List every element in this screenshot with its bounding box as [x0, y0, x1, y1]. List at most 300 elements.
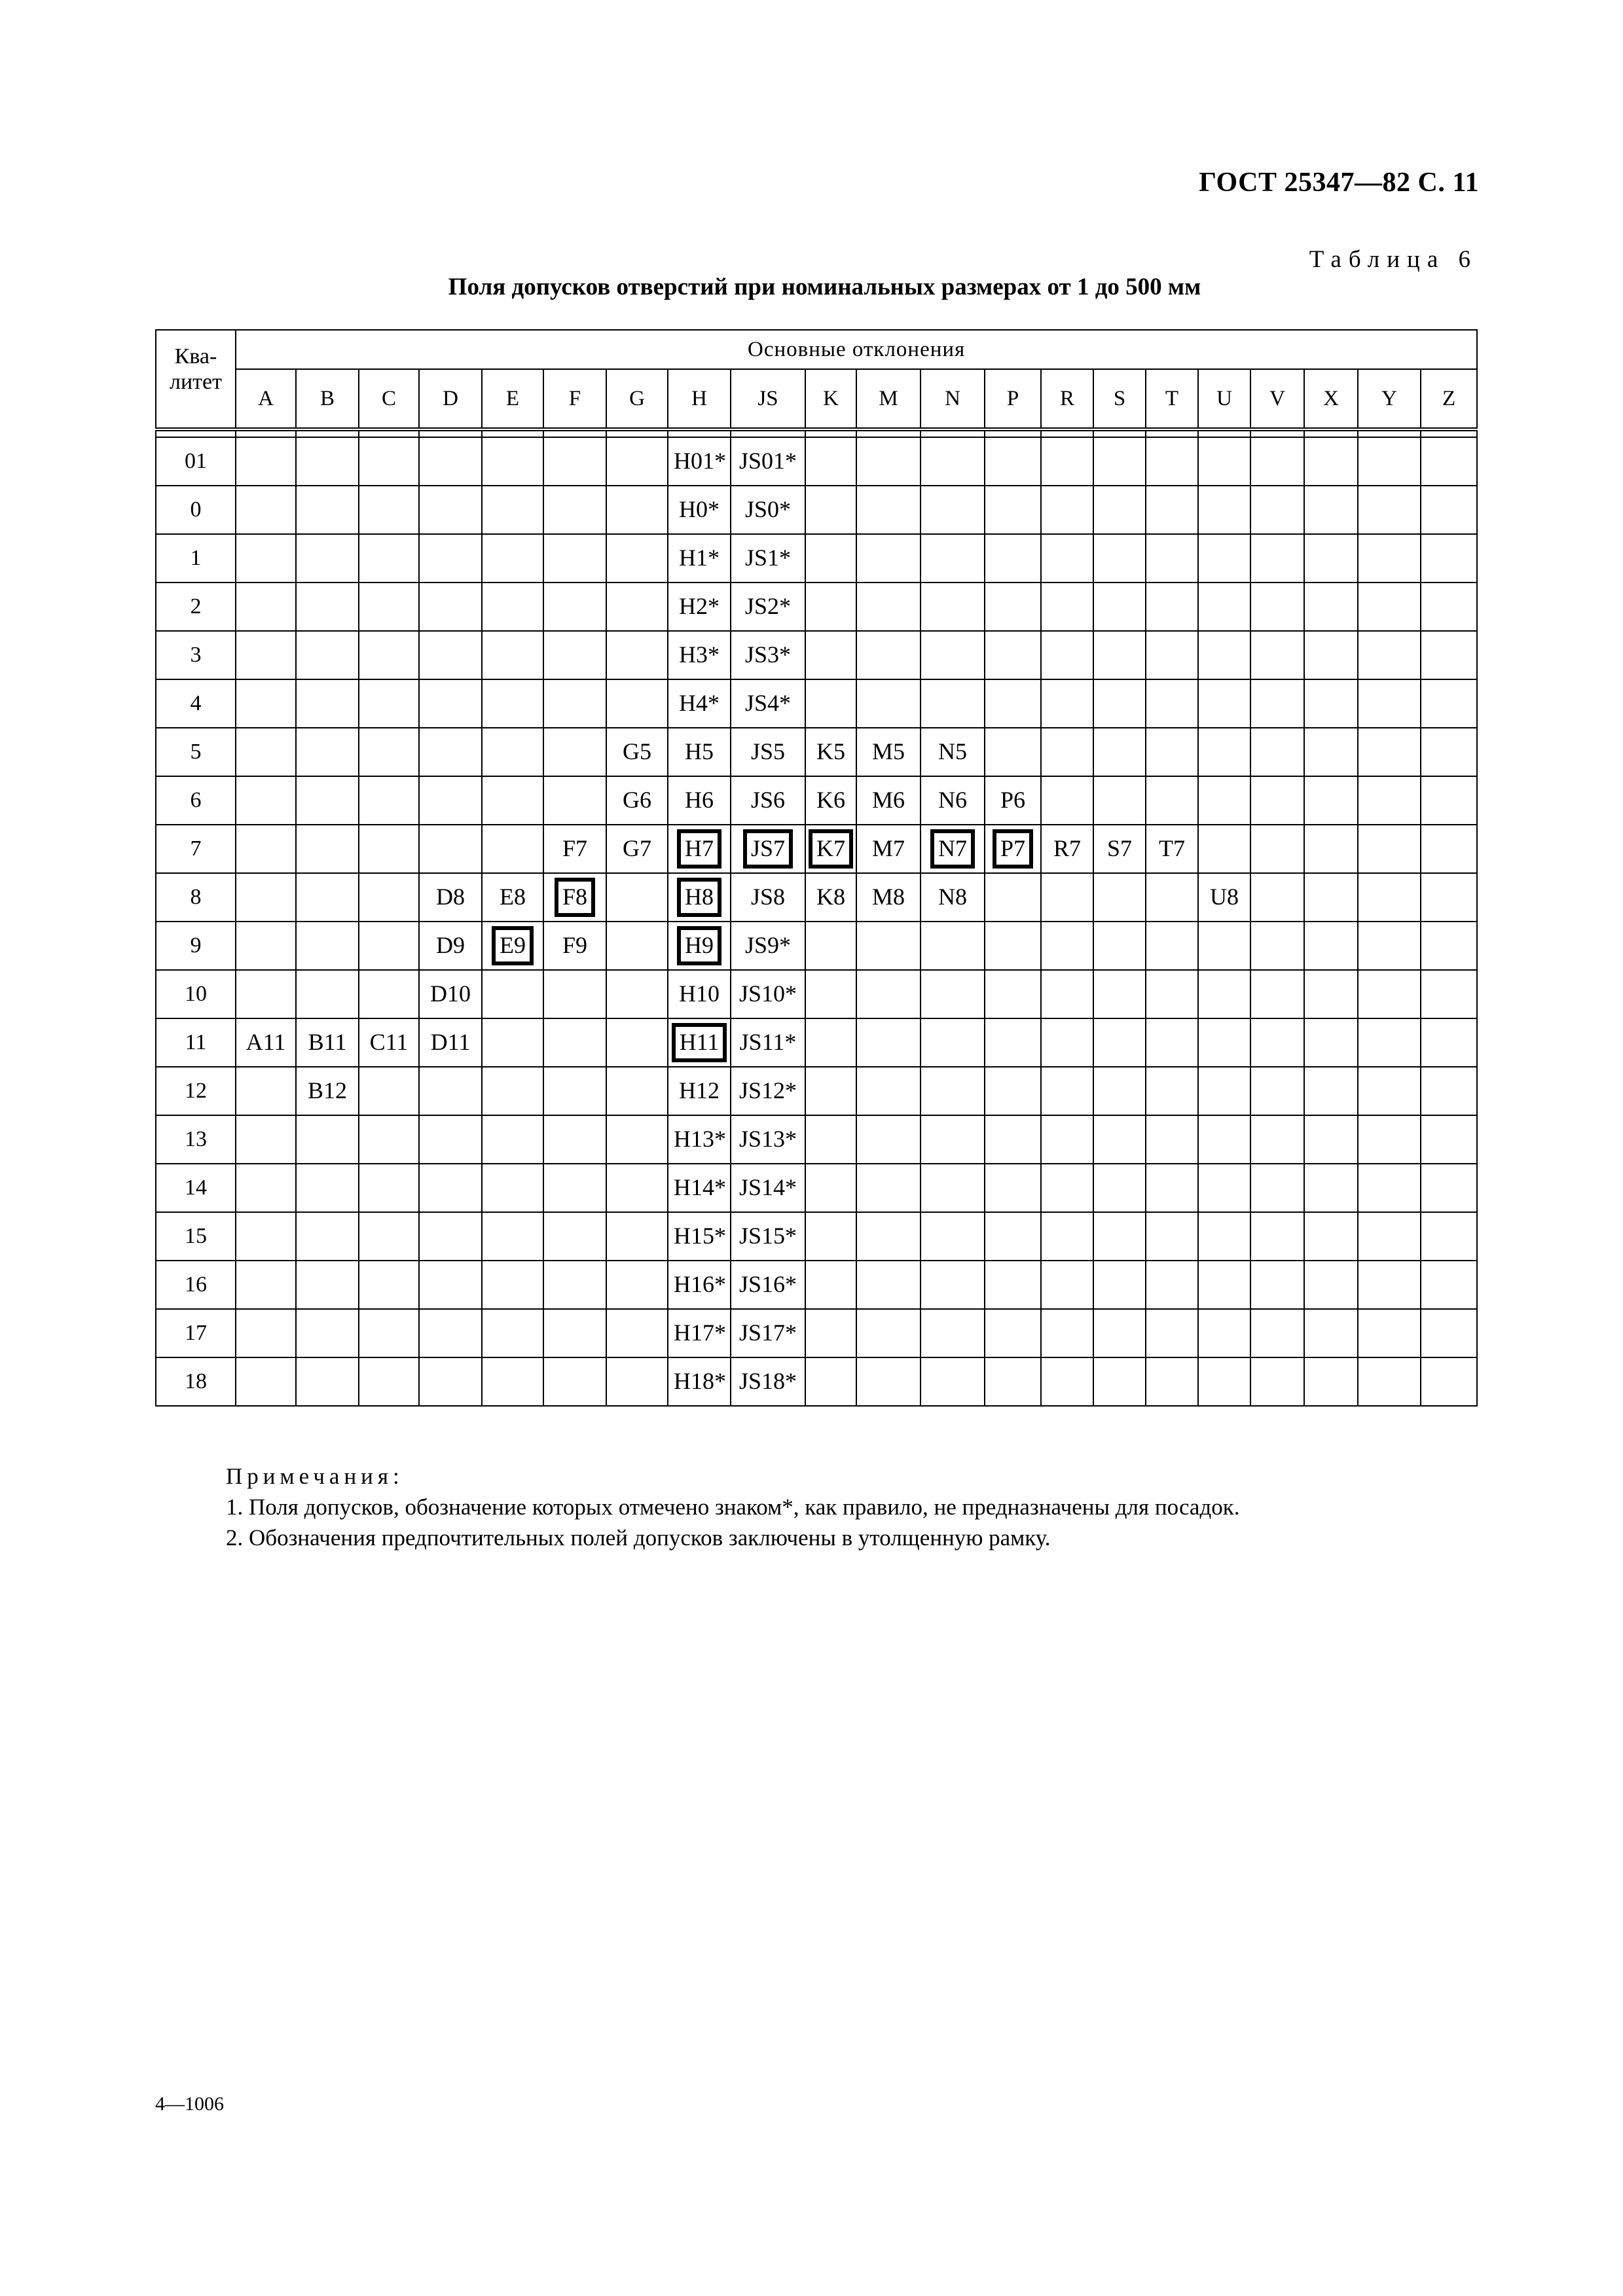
- table-cell: [731, 1018, 805, 1067]
- table-cell: [296, 728, 359, 776]
- tolerance-field: JS9*: [744, 932, 792, 959]
- table-cell: [236, 776, 296, 825]
- table-cell: [296, 873, 359, 922]
- table-cell: [1421, 631, 1477, 679]
- table-cell: [668, 873, 731, 922]
- table-cell: [1146, 922, 1198, 970]
- quality-cell: 6: [156, 776, 236, 825]
- quality-cell: 12: [156, 1067, 236, 1115]
- tolerance-field: JS10*: [739, 980, 797, 1007]
- table-cell: [1041, 534, 1093, 583]
- table-cell: [985, 534, 1041, 583]
- tolerance-field: H3*: [679, 641, 720, 668]
- table-cell: [1358, 437, 1421, 486]
- table-cell: [921, 1018, 985, 1067]
- column-header-b: B: [296, 369, 359, 429]
- table-cell: [1093, 631, 1146, 679]
- table-cell: [668, 1357, 731, 1406]
- table-cell: [1358, 1309, 1421, 1357]
- table-cell: [543, 1261, 606, 1309]
- table-cell: [1304, 1115, 1358, 1164]
- table-cell: [856, 1261, 921, 1309]
- table-cell: [1421, 825, 1477, 873]
- table-cell: [805, 1357, 856, 1406]
- column-header-y: Y: [1358, 369, 1421, 429]
- table-cell: [482, 583, 543, 631]
- table-cell: [236, 970, 296, 1018]
- table-row: [156, 534, 1477, 583]
- table-cell: [921, 776, 985, 825]
- table-cell: [419, 534, 482, 583]
- quality-cell: 10: [156, 970, 236, 1018]
- table-cell: [359, 873, 419, 922]
- table-cell: [1093, 922, 1146, 970]
- table-cell: [359, 1067, 419, 1115]
- table-row: [156, 486, 1477, 534]
- footer-code: 4—1006: [155, 2093, 224, 2115]
- table-cell: [419, 1261, 482, 1309]
- table-cell: [1198, 583, 1250, 631]
- tolerance-field: JS1*: [744, 545, 792, 571]
- table-cell: [856, 1067, 921, 1115]
- table-cell: [1146, 1309, 1198, 1357]
- preferred-tolerance-field: H11: [672, 1023, 727, 1062]
- table-cell: [606, 970, 668, 1018]
- table-cell: [359, 631, 419, 679]
- table-cell: [985, 1261, 1041, 1309]
- table-cell: [805, 437, 856, 486]
- table-cell: [1358, 1018, 1421, 1067]
- table-cell: [1041, 1309, 1093, 1357]
- tolerance-field: H0*: [679, 496, 720, 523]
- table-cell: [668, 1212, 731, 1261]
- table-cell: [1093, 1115, 1146, 1164]
- table-cell: [1041, 1357, 1093, 1406]
- table-cell: [985, 922, 1041, 970]
- table-cell: [296, 679, 359, 728]
- table-cell: [1250, 728, 1304, 776]
- table-cell: [419, 728, 482, 776]
- table-cell: [921, 1067, 985, 1115]
- table-cell: [921, 583, 985, 631]
- table-cell: [1146, 728, 1198, 776]
- table-row: [156, 776, 1477, 825]
- table-cell: [668, 1309, 731, 1357]
- table-cell: [1304, 873, 1358, 922]
- table-cell: [1304, 728, 1358, 776]
- table-cell: [1146, 1212, 1198, 1261]
- table-cell: [985, 1212, 1041, 1261]
- table-cell: [296, 631, 359, 679]
- table-cell: [236, 1067, 296, 1115]
- table-cell: [856, 583, 921, 631]
- table-cell: [668, 631, 731, 679]
- table-cell: [236, 679, 296, 728]
- table-cell: [606, 922, 668, 970]
- table-cell: [1421, 970, 1477, 1018]
- tolerance-field: JS17*: [739, 1319, 797, 1346]
- table-cell: [1041, 922, 1093, 970]
- table-row: [156, 970, 1477, 1018]
- quality-cell: 4: [156, 679, 236, 728]
- table-cell: [543, 1309, 606, 1357]
- table-cell: [805, 970, 856, 1018]
- table-cell: [1093, 1212, 1146, 1261]
- quality-cell: 17: [156, 1309, 236, 1357]
- table-cell: [1250, 534, 1304, 583]
- table-cell: [1041, 1164, 1093, 1212]
- table-cell: [482, 728, 543, 776]
- table-cell: [1358, 825, 1421, 873]
- table-cell: [1358, 728, 1421, 776]
- table-cell: [1421, 1309, 1477, 1357]
- table-cell: [482, 873, 543, 922]
- table-cell: [1250, 922, 1304, 970]
- column-header-h: H: [668, 369, 731, 429]
- tolerance-field: JS3*: [744, 641, 792, 668]
- tolerance-field: E8: [500, 884, 526, 910]
- table-cell: [921, 1309, 985, 1357]
- table-cell: [1304, 679, 1358, 728]
- table-cell: [543, 1067, 606, 1115]
- table-cell: [1358, 1067, 1421, 1115]
- quality-cell: 11: [156, 1018, 236, 1067]
- table-cell: [296, 776, 359, 825]
- table-cell: [419, 583, 482, 631]
- table-cell: [1093, 437, 1146, 486]
- table-cell: [359, 970, 419, 1018]
- table-cell: [668, 825, 731, 873]
- table-cell: [1421, 1164, 1477, 1212]
- table-cell: [419, 825, 482, 873]
- table-cell: [482, 437, 543, 486]
- table-cell: [1041, 583, 1093, 631]
- column-header-a: A: [236, 369, 296, 429]
- table-cell: [1304, 1261, 1358, 1309]
- table-cell: [856, 1309, 921, 1357]
- table-cell: [731, 1212, 805, 1261]
- page-header: ГОСТ 25347—82 С. 11: [1199, 168, 1479, 198]
- table-cell: [856, 873, 921, 922]
- table-cell: [606, 776, 668, 825]
- table-cell: [419, 873, 482, 922]
- table-cell: [921, 728, 985, 776]
- preferred-tolerance-field: E9: [492, 926, 534, 965]
- table-cell: [419, 1212, 482, 1261]
- table-cell: [668, 1115, 731, 1164]
- table-cell: [1041, 728, 1093, 776]
- table-cell: [359, 728, 419, 776]
- table-cell: [482, 679, 543, 728]
- column-header-t: T: [1146, 369, 1198, 429]
- table-cell: [606, 534, 668, 583]
- table-cell: [543, 486, 606, 534]
- table-cell: [236, 437, 296, 486]
- table-cell: [1093, 776, 1146, 825]
- table-cell: [1250, 1164, 1304, 1212]
- table-cell: [482, 534, 543, 583]
- table-cell: [1421, 1212, 1477, 1261]
- tolerance-field: N8: [938, 884, 967, 910]
- table-cell: [606, 873, 668, 922]
- table-cell: [1304, 1212, 1358, 1261]
- preferred-tolerance-field: H9: [677, 926, 721, 965]
- table-cell: [1421, 437, 1477, 486]
- table-cell: [1304, 583, 1358, 631]
- table-cell: [668, 1164, 731, 1212]
- table-cell: [985, 728, 1041, 776]
- table-cell: [1304, 922, 1358, 970]
- preferred-tolerance-field: F8: [555, 878, 595, 917]
- tolerance-field: JS13*: [739, 1126, 797, 1153]
- table-cell: [921, 486, 985, 534]
- table-cell: [236, 1115, 296, 1164]
- table-cell: [731, 1067, 805, 1115]
- table-cell: [921, 631, 985, 679]
- table-cell: [1146, 776, 1198, 825]
- table-cell: [1041, 873, 1093, 922]
- table-cell: [731, 631, 805, 679]
- table-cell: [296, 1067, 359, 1115]
- tolerance-field: P6: [1000, 787, 1026, 814]
- table-cell: [543, 679, 606, 728]
- table-cell: [1093, 970, 1146, 1018]
- table-cell: [1198, 922, 1250, 970]
- quality-cell: 13: [156, 1115, 236, 1164]
- table-cell: [731, 922, 805, 970]
- table-cell: [543, 1212, 606, 1261]
- table-cell: [1421, 1357, 1477, 1406]
- tolerance-field: G6: [623, 787, 651, 814]
- preferred-tolerance-field: N7: [930, 829, 975, 869]
- table-cell: [1250, 486, 1304, 534]
- column-header-r: R: [1041, 369, 1093, 429]
- table-cell: [1093, 1164, 1146, 1212]
- table-cell: [1198, 1357, 1250, 1406]
- table-cell: [1358, 1115, 1421, 1164]
- table-row: [156, 679, 1477, 728]
- column-header-x: X: [1304, 369, 1358, 429]
- table-cell: [419, 679, 482, 728]
- table-cell: [921, 1212, 985, 1261]
- table-row: [156, 437, 1477, 486]
- table-cell: [921, 825, 985, 873]
- tolerance-field: H17*: [674, 1319, 726, 1346]
- tolerance-field: JS12*: [739, 1077, 797, 1104]
- tolerance-field: H16*: [674, 1271, 726, 1298]
- table-cell: [1250, 1309, 1304, 1357]
- tolerance-field: JS4*: [744, 690, 792, 717]
- tolerance-field: H01*: [674, 448, 726, 475]
- quality-cell: 8: [156, 873, 236, 922]
- table-cell: [668, 486, 731, 534]
- table-cell: [606, 1115, 668, 1164]
- table-cell: [856, 1357, 921, 1406]
- table-cell: [296, 825, 359, 873]
- table-cell: [1304, 970, 1358, 1018]
- table-cell: [1358, 679, 1421, 728]
- table-row: [156, 922, 1477, 970]
- tolerance-field: G5: [623, 738, 651, 765]
- table-cell: [1146, 970, 1198, 1018]
- table-cell: [1421, 1115, 1477, 1164]
- table-cell: [1041, 1115, 1093, 1164]
- table-cell: [921, 1115, 985, 1164]
- table-cell: [731, 679, 805, 728]
- notes-title: Примечания:: [226, 1463, 404, 1489]
- quality-cell: 3: [156, 631, 236, 679]
- table-cell: [668, 1067, 731, 1115]
- column-header-c: C: [359, 369, 419, 429]
- table-cell: [1041, 1261, 1093, 1309]
- table-cell: [482, 631, 543, 679]
- table-cell: [359, 1212, 419, 1261]
- tolerance-field: H14*: [674, 1174, 726, 1201]
- table-cell: [543, 970, 606, 1018]
- table-cell: [296, 534, 359, 583]
- table-cell: [1250, 873, 1304, 922]
- tolerance-field: D9: [436, 932, 465, 959]
- table-cell: [543, 922, 606, 970]
- table-cell: [296, 1018, 359, 1067]
- column-header-k: K: [805, 369, 856, 429]
- table-cell: [921, 1164, 985, 1212]
- quality-cell: 16: [156, 1261, 236, 1309]
- table-cell: [1250, 776, 1304, 825]
- tolerance-field: F9: [562, 932, 588, 959]
- tolerance-table: [155, 329, 1478, 1407]
- table-row: [156, 1357, 1477, 1406]
- table-cell: [236, 1357, 296, 1406]
- table-body: [156, 437, 1477, 1406]
- table-cell: [419, 1067, 482, 1115]
- table-cell: [731, 825, 805, 873]
- table-cell: [1041, 825, 1093, 873]
- column-header-v: V: [1250, 369, 1304, 429]
- table-cell: [668, 776, 731, 825]
- table-cell: [985, 1164, 1041, 1212]
- tolerance-field: K8: [816, 884, 845, 910]
- table-cell: [1198, 728, 1250, 776]
- table-cell: [419, 1018, 482, 1067]
- table-cell: [482, 1164, 543, 1212]
- table-cell: [1358, 1164, 1421, 1212]
- quality-header: Ква- литет: [156, 330, 236, 429]
- table-cell: [482, 486, 543, 534]
- table-cell: [731, 1357, 805, 1406]
- table-cell: [1250, 437, 1304, 486]
- table-cell: [543, 1164, 606, 1212]
- table-cell: [1421, 776, 1477, 825]
- table-cell: [1041, 631, 1093, 679]
- table-row: [156, 631, 1477, 679]
- table-cell: [482, 1261, 543, 1309]
- table-cell: [856, 728, 921, 776]
- table-cell: [985, 437, 1041, 486]
- table-cell: [236, 1164, 296, 1212]
- column-header-n: N: [921, 369, 985, 429]
- tolerance-field: JS8: [750, 884, 786, 910]
- tolerance-field: H12: [679, 1077, 720, 1104]
- table-cell: [1041, 437, 1093, 486]
- table-cell: [419, 437, 482, 486]
- column-header-e: E: [482, 369, 543, 429]
- table-cell: [921, 1357, 985, 1406]
- table-cell: [359, 534, 419, 583]
- table-cell: [1304, 534, 1358, 583]
- table-cell: [1093, 1357, 1146, 1406]
- table-cell: [1198, 873, 1250, 922]
- table-cell: [856, 1115, 921, 1164]
- tolerance-field: T7: [1159, 835, 1185, 862]
- table-cell: [805, 1018, 856, 1067]
- tolerance-field: JS6: [750, 787, 786, 814]
- tolerance-field: G7: [623, 835, 651, 862]
- table-cell: [543, 437, 606, 486]
- quality-cell: 1: [156, 534, 236, 583]
- table-cell: [1093, 486, 1146, 534]
- tolerance-field: M8: [871, 884, 905, 910]
- table-cell: [236, 1018, 296, 1067]
- table-cell: [1250, 1018, 1304, 1067]
- tolerance-field: K6: [816, 787, 845, 814]
- table-cell: [606, 1067, 668, 1115]
- table-cell: [1093, 873, 1146, 922]
- quality-cell: 7: [156, 825, 236, 873]
- table-cell: [1250, 1261, 1304, 1309]
- table-cell: [1250, 1357, 1304, 1406]
- table-cell: [1041, 679, 1093, 728]
- table-cell: [731, 534, 805, 583]
- table-cell: [1358, 1357, 1421, 1406]
- table-cell: [668, 970, 731, 1018]
- table-cell: [1146, 1018, 1198, 1067]
- tolerance-field: JS01*: [739, 448, 797, 475]
- table-cell: [805, 1309, 856, 1357]
- table-cell: [1358, 631, 1421, 679]
- table-cell: [805, 1212, 856, 1261]
- table-cell: [296, 1309, 359, 1357]
- table-cell: [1250, 1115, 1304, 1164]
- table-cell: [482, 1067, 543, 1115]
- table-cell: [236, 583, 296, 631]
- table-cell: [1358, 534, 1421, 583]
- tolerance-field: M7: [871, 835, 905, 862]
- table-cell: [1198, 1018, 1250, 1067]
- quality-cell: 14: [156, 1164, 236, 1212]
- table-cell: [543, 583, 606, 631]
- table-cell: [805, 534, 856, 583]
- table-cell: [668, 922, 731, 970]
- table-cell: [856, 1018, 921, 1067]
- table-cell: [668, 1018, 731, 1067]
- table-cell: [419, 486, 482, 534]
- column-header-g: G: [606, 369, 668, 429]
- table-cell: [543, 825, 606, 873]
- table-cell: [1304, 825, 1358, 873]
- table-cell: [543, 1357, 606, 1406]
- tolerance-field: U8: [1210, 884, 1239, 910]
- table-cell: [1421, 922, 1477, 970]
- table-cell: [1198, 437, 1250, 486]
- table-cell: [1304, 631, 1358, 679]
- table-cell: [805, 922, 856, 970]
- tolerance-field: H15*: [674, 1223, 726, 1249]
- quality-cell: 15: [156, 1212, 236, 1261]
- tolerance-field: H10: [679, 980, 720, 1007]
- table-cell: [731, 583, 805, 631]
- table-cell: [296, 437, 359, 486]
